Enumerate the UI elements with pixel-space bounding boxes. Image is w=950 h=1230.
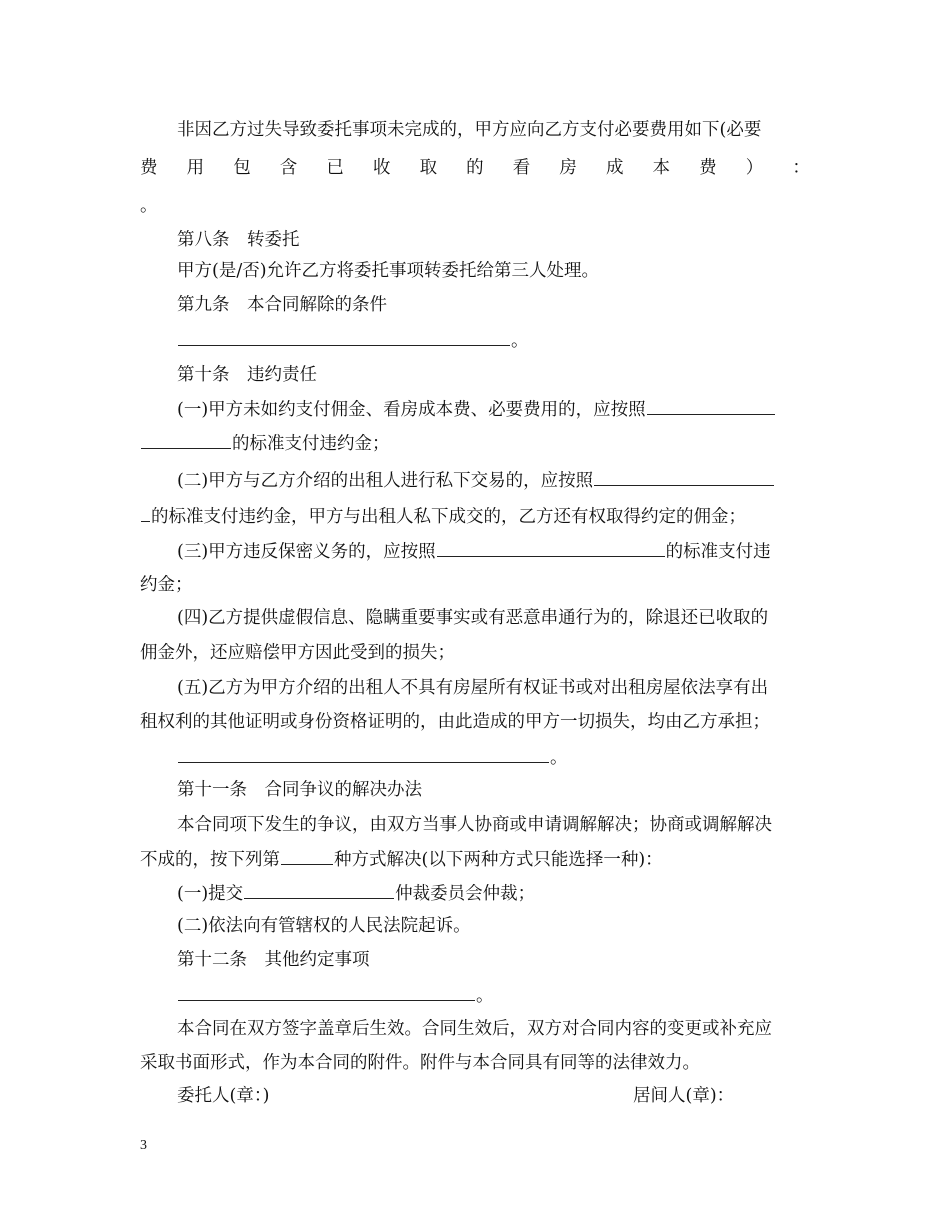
option-2: (二)依法向有管辖权的人民法院起诉。 <box>177 916 471 936</box>
spread-char: 含 <box>279 158 298 178</box>
signature-broker: 居间人(章)： <box>633 1086 735 1106</box>
blank-underline <box>594 467 774 486</box>
blank-underline <box>244 880 394 899</box>
period: 。 <box>511 331 529 351</box>
paragraph-line: 。 <box>140 196 158 216</box>
spread-char: 费 <box>699 158 717 178</box>
article-12-title: 第十二条 其他约定事项 <box>177 950 370 970</box>
clause-text: 的标准支付违约金，甲方与出租人私下成交的，乙方还有权取得约定的佣金； <box>151 507 746 527</box>
blank-underline <box>178 744 549 763</box>
option-1 <box>177 880 810 907</box>
clause-text: 种方式解决(以下两种方式只能选择一种)： <box>334 850 663 870</box>
article-8-title: 第八条 转委托 <box>177 230 300 250</box>
article-11-line-2 <box>140 846 810 873</box>
signature-client: 委托人(章：) <box>177 1086 270 1106</box>
spread-char: 收 <box>372 158 391 178</box>
period: 。 <box>476 986 494 1006</box>
spread-char: 费 <box>140 158 158 178</box>
clause-4-line-2: 佣金外，还应赔偿甲方因此受到的损失； <box>140 643 455 663</box>
clause-3-line-1 <box>177 538 810 565</box>
article-9-title: 第九条 本合同解除的条件 <box>177 295 387 315</box>
clause-text: (二)甲方与乙方介绍的出租人进行私下交易的，应按照 <box>177 471 594 491</box>
spread-char: 包 <box>233 158 251 178</box>
spread-line <box>140 155 810 181</box>
spread-char: 用 <box>186 158 205 178</box>
clause-text: 的标准支付违 <box>665 542 771 562</box>
clause-3-line-2: 约金； <box>140 575 193 595</box>
blank-underline <box>178 327 510 346</box>
clause-1-line-2 <box>140 430 810 457</box>
clause-text: (一)甲方未如约支付佣金、看房成本费、必要费用的，应按照 <box>177 400 646 420</box>
article-11-title: 第十一条 合同争议的解决办法 <box>177 780 422 800</box>
article-8-text: 甲方(是/否)允许乙方将委托事项转委托给第三人处理。 <box>177 261 600 281</box>
clause-5-blank-line <box>177 744 810 771</box>
spread-char: 的 <box>466 158 484 178</box>
article-9-blank-line <box>177 327 810 354</box>
blank-underline <box>141 430 231 449</box>
clause-5-line-1: (五)乙方为甲方介绍的出租人不具有房屋所有权证书或对出租房屋依法享有出 <box>177 678 769 698</box>
effectiveness-line-2: 采取书面形式，作为本合同的附件。附件与本合同具有同等的法律效力。 <box>140 1053 700 1073</box>
paragraph-line: 非因乙方过失导致委托事项未完成的，甲方应向乙方支付必要费用如下(必要 <box>177 120 762 140</box>
blank-underline <box>437 538 665 557</box>
spread-char: 本 <box>652 158 671 178</box>
clause-4-line-1: (四)乙方提供虚假信息、隐瞒重要事实或有恶意串通行为的，除退还已收取的 <box>177 608 769 628</box>
clause-text: 的标准支付违约金； <box>232 434 390 454</box>
blank-underline <box>647 396 775 415</box>
clause-text: (一)提交 <box>177 884 244 904</box>
spread-char: 取 <box>419 158 438 178</box>
clause-5-line-2: 租权利的其他证明或身份资格证明的，由此造成的甲方一切损失，均由乙方承担； <box>140 712 770 732</box>
article-10-title: 第十条 违约责任 <box>177 365 317 385</box>
article-12-blank-line <box>177 982 810 1009</box>
spread-char: 已 <box>326 158 344 178</box>
spread-char: ） <box>745 158 764 178</box>
spread-char: ： <box>792 158 810 178</box>
article-11-line-1: 本合同项下发生的争议，由双方当事人协商或申请调解解决；协商或调解解决 <box>177 815 772 835</box>
blank-underline <box>281 846 333 865</box>
clause-2-line-1 <box>177 467 810 494</box>
spread-char: 看 <box>512 158 531 178</box>
period: 。 <box>550 748 568 768</box>
clause-1-line-1 <box>177 396 810 423</box>
blank-underline <box>178 982 475 1001</box>
spread-char: 房 <box>559 158 577 178</box>
effectiveness-line-1: 本合同在双方签字盖章后生效。合同生效后，双方对合同内容的变更或补充应 <box>177 1019 772 1039</box>
blank-underline <box>141 503 150 522</box>
clause-text: 仲裁委员会仲裁； <box>395 884 536 904</box>
clause-text: 不成的，按下列第 <box>140 850 280 870</box>
page-number: 3 <box>140 1138 147 1153</box>
clause-text: (三)甲方违反保密义务的，应按照 <box>177 542 436 562</box>
clause-2-line-2 <box>140 503 810 530</box>
spread-char: 成 <box>605 158 624 178</box>
